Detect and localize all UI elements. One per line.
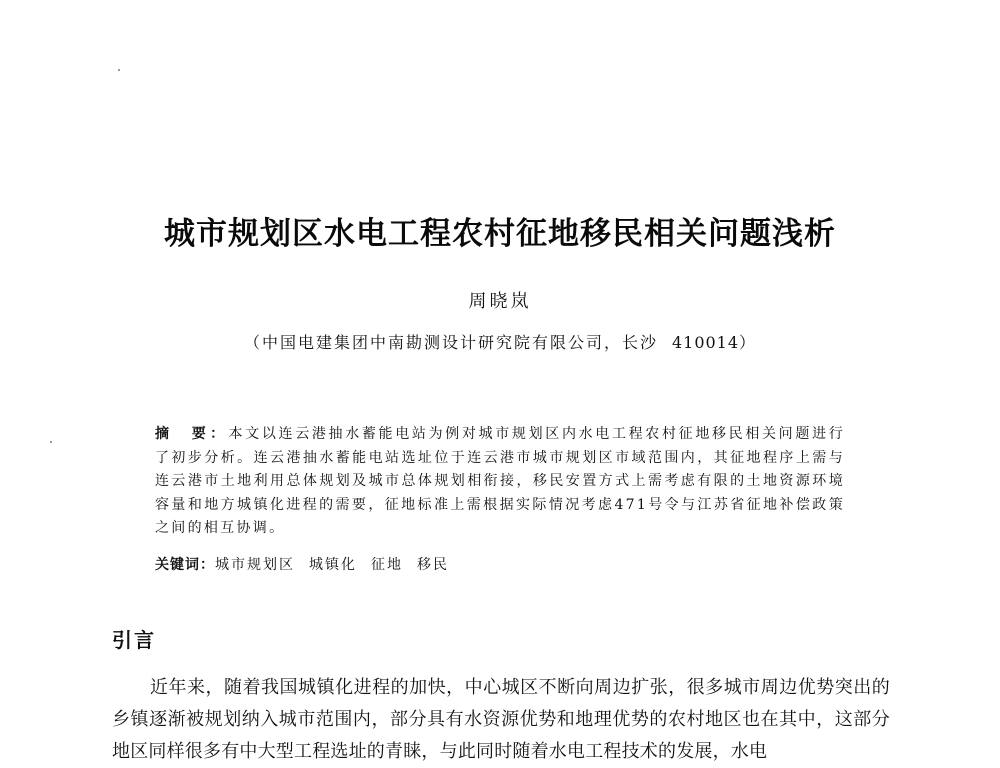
author-name: 周晓岚 (468, 291, 532, 312)
abstract-text: 本文以连云港抽水蓄能电站为例对城市规划区内水电工程农村征地移民相关问题进行了初步分析。连云港抽水蓄能电站选址位于连云港市城市规划区市域范围内，其征地程序上需与连云港市土地利用总体规划及城市总体规划相衔接，移民安置方式上需考虑有限的土地资源环境容量和地方城镇化进程的需要，征地标准上需根据实际情况考虑471号令与江苏省征地补偿政策之间的相互协调。 (155, 426, 845, 536)
keyword-item: 移民 (417, 557, 449, 573)
paper-title: 城市规划区水电工程农村征地移民相关问题浅析 (164, 216, 836, 252)
abstract-label: 摘 要： (155, 426, 229, 442)
scan-speck (50, 441, 52, 443)
section-heading: 引言 (112, 628, 156, 652)
keyword-item: 城市规划区 (215, 557, 295, 573)
body-paragraph: 近年来，随着我国城镇化进程的加快，中心城区不断向周边扩张，很多城市周边优势突出的乡镇逐渐被规划纳入城市范围内，部分具有水资源优势和地理优势的农村地区也在其中，这部分地区同样很多有中大型工程选址的青睐，与此同时随着水电工程技术的发展，水电 (112, 677, 890, 762)
abstract (155, 423, 845, 541)
author-affiliation (0, 330, 1000, 353)
keyword-item: 征地 (371, 557, 403, 573)
affiliation-postcode: 410014） (671, 333, 757, 352)
keywords (155, 554, 845, 574)
affiliation-org: （中国电建集团中南勘测设计研究院有限公司，长沙 (243, 333, 658, 352)
scan-speck (118, 69, 120, 71)
keyword-item: 城镇化 (309, 557, 357, 573)
keywords-label: 关键词： (155, 557, 215, 573)
